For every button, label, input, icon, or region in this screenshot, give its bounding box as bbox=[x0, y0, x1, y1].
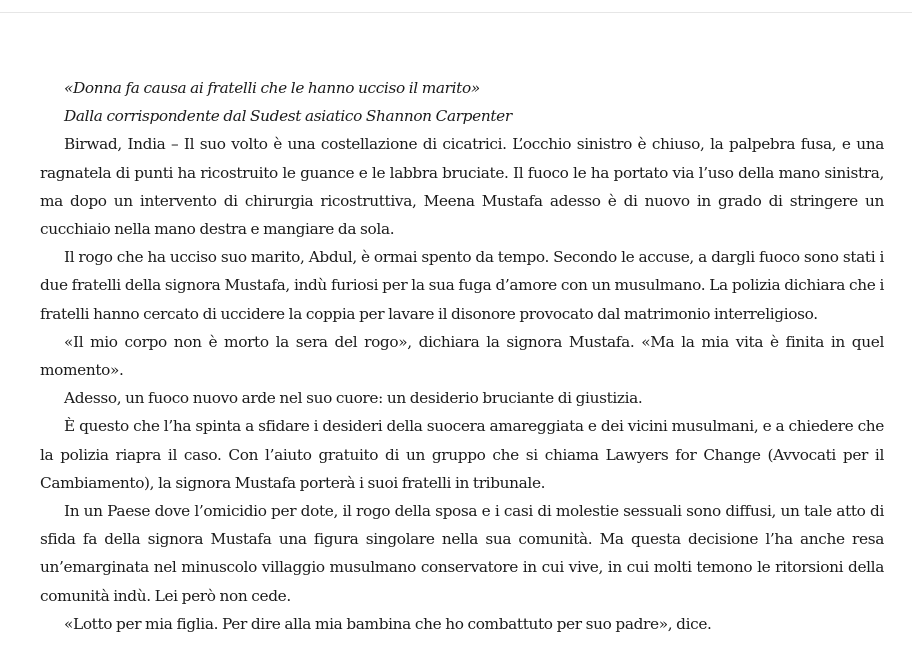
paragraph-2: Il rogo che ha ucciso suo marito, Abdul, è ormai spento da tempo. Secondo le accuse, a dargli fuoco sono stati i due fratelli della signora Mustafa, indù furiosi per la sua fuga d’amore con un musulmano. La polizia dichiara che i fratelli hanno cercato di uccidere la coppia per lavare il disonore provocato dal matrimonio interreligioso. bbox=[40, 248, 884, 323]
paragraph-1: Birwad, India – Il suo volto è una costellazione di cicatrici. L’occhio sinistro è chiuso, la palpebra fusa, e una ragnatela di punti ha ricostruito le guance e le labbra bruciate. Il fuoco le ha portato via l’uso della mano sinistra, ma dopo un intervento di chirurgia ricostruttiva, Meena Mustafa adesso è di nuovo in grado di stringere un cucchiaio nella mano destra e mangiare da sola. bbox=[40, 135, 884, 239]
paragraph-4: Adesso, un fuoco nuovo arde nel suo cuore: un desiderio bruciante di giustizia. bbox=[64, 389, 643, 408]
paragraph-6: In un Paese dove l’omicidio per dote, il rogo della sposa e i casi di molestie sessuali sono diffusi, un tale atto di sfida fa della signora Mustafa una figura singolare nella sua comunità. Ma questa decisione l’ha anche resa un’emarginata nel minuscolo villaggio musulmano conservatore in cui vive, in cui molti temono le ritorsioni della comunità indù. Lei però non cede. bbox=[40, 502, 884, 605]
document-page bbox=[40, 74, 884, 638]
paragraph-5: È questo che l’ha spinta a sfidare i desideri della suocera amareggiata e dei vicini musulmani, e a chiedere che la polizia riapra il caso. Con l’aiuto gratuito di un gruppo che si chiama Lawyers for Change (Avvocati per il Cambiamento), la signora Mustafa porterà i suoi fratelli in tribunale. bbox=[40, 417, 884, 492]
article-headline: «Donna fa causa ai fratelli che le hanno ucciso il marito» bbox=[64, 79, 480, 97]
paragraph-7: «Lotto per mia figlia. Per dire alla mia bambina che ho combattuto per suo padre», dice. bbox=[64, 614, 712, 633]
paragraph-3: «Il mio corpo non è morto la sera del rogo», dichiara la signora Mustafa. «Ma la mia vita è finita in quel momento». bbox=[40, 332, 884, 380]
article-byline: Dalla corrispondente dal Sudest asiatico Shannon Carpenter bbox=[64, 107, 512, 126]
top-bar bbox=[0, 0, 912, 13]
